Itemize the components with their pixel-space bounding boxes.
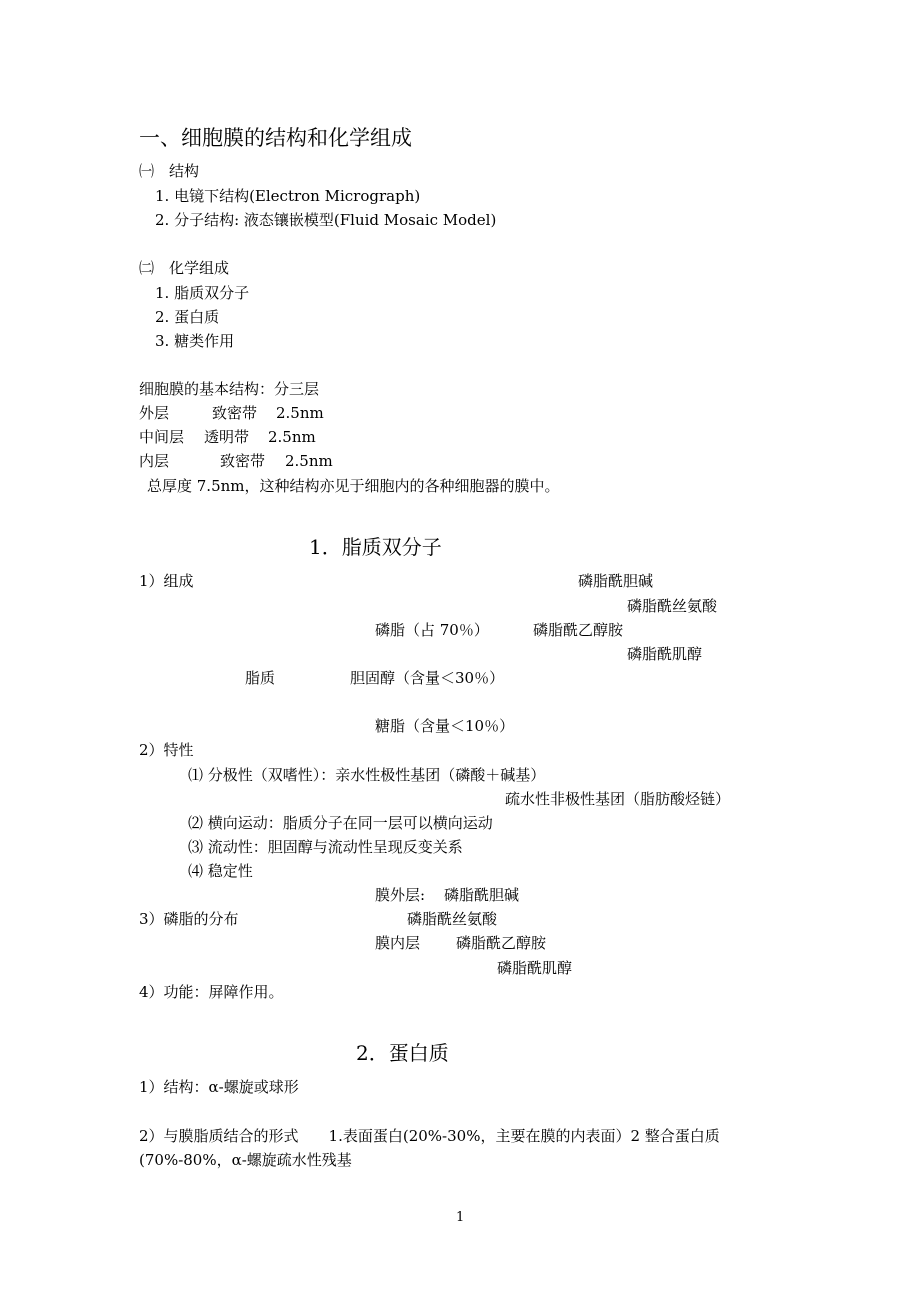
lipid-label: 脂质 <box>245 669 276 687</box>
protein-binding-line2: (70%-80%，α-螺旋疏水性残基 <box>139 1151 352 1169</box>
inner-pi: 磷脂酰肌醇 <box>497 959 573 977</box>
chemistry-heading: ㈡ 化学组成 <box>139 259 230 277</box>
layer-middle-name: 中间层 <box>139 428 185 446</box>
lipid-property-2: ⑵ 横向运动：脂质分子在同一层可以横向运动 <box>188 814 493 832</box>
chemistry-item-2: 2. 蛋白质 <box>155 308 220 326</box>
basic-structure-intro: 细胞膜的基本结构：分三层 <box>139 380 320 398</box>
protein-binding-line1: 2）与膜脂质结合的形式 1.表面蛋白(20%-30%，主要在膜的内表面）2 整合蛋白质 <box>139 1127 720 1145</box>
lipid-glycolipid: 糖脂（含量＜10％） <box>375 717 515 735</box>
layer-outer-size: 2.5nm <box>276 404 324 422</box>
lipid-heading: 1．脂质双分子 <box>309 535 442 559</box>
outer-layer-label: 膜外层: <box>375 886 426 904</box>
outer-ps: 磷脂酰丝氨酸 <box>407 910 498 928</box>
lipid-phospholipid: 磷脂（占 70％） <box>375 621 489 639</box>
outer-pc: 磷脂酰胆碱 <box>444 886 520 904</box>
inner-layer-label: 膜内层 <box>375 934 421 952</box>
structure-heading: ㈠ 结构 <box>139 162 200 180</box>
layer-inner-size: 2.5nm <box>285 452 333 470</box>
lipid-ps: 磷脂酰丝氨酸 <box>627 597 718 615</box>
lipid-property-1b: 疏水性非极性基团（脂肪酸烃链） <box>505 790 731 808</box>
lipid-property-3: ⑶ 流动性：胆固醇与流动性呈现反变关系 <box>188 838 463 856</box>
layer-outer-band: 致密带 <box>212 404 258 422</box>
lipid-properties-label: 2）特性 <box>139 741 194 759</box>
distribution-label: 3）磷脂的分布 <box>139 910 239 928</box>
chemistry-item-3: 3. 糖类作用 <box>155 332 235 350</box>
lipid-function: 4）功能：屏障作用。 <box>139 983 284 1001</box>
lipid-cholesterol: 胆固醇（含量＜30％） <box>350 669 505 687</box>
structure-item-2: 2. 分子结构: 液态镶嵌模型(Fluid Mosaic Model) <box>155 211 497 229</box>
lipid-pi: 磷脂酰肌醇 <box>627 645 703 663</box>
lipid-composition-label: 1）组成 <box>139 572 194 590</box>
lipid-pe: 磷脂酰乙醇胺 <box>533 621 624 639</box>
structure-item-1: 1. 电镜下结构(Electron Micrograph) <box>155 187 421 205</box>
page-number: 1 <box>456 1210 465 1225</box>
protein-heading: 2．蛋白质 <box>356 1041 449 1065</box>
page-title: 一、细胞膜的结构和化学组成 <box>139 126 412 150</box>
inner-pe: 磷脂酰乙醇胺 <box>456 934 547 952</box>
chemistry-item-1: 1. 脂质双分子 <box>155 284 250 302</box>
total-thickness: 总厚度 7.5nm，这种结构亦见于细胞内的各种细胞器的膜中。 <box>147 477 560 495</box>
lipid-property-1: ⑴ 分极性（双嗜性）：亲水性极性基团（磷酸＋碱基） <box>188 766 546 784</box>
layer-outer-name: 外层 <box>139 404 170 422</box>
layer-middle-size: 2.5nm <box>268 428 316 446</box>
layer-middle-band: 透明带 <box>204 428 250 446</box>
lipid-property-4: ⑷ 稳定性 <box>188 862 253 880</box>
lipid-pc: 磷脂酰胆碱 <box>578 572 654 590</box>
layer-inner-name: 内层 <box>139 452 170 470</box>
protein-structure: 1）结构：α-螺旋或球形 <box>139 1078 299 1096</box>
layer-inner-band: 致密带 <box>220 452 266 470</box>
